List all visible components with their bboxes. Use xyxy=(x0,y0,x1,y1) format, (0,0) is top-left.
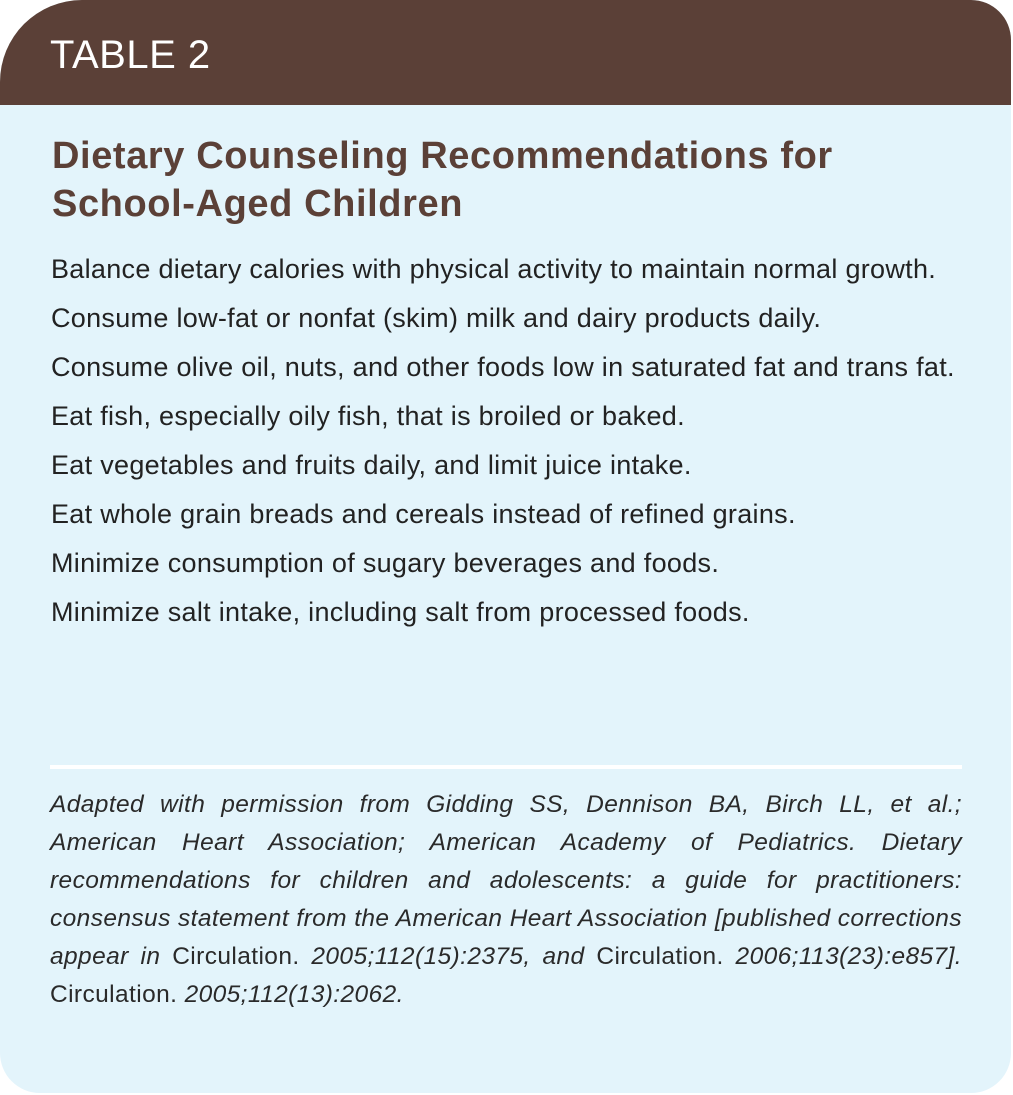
divider xyxy=(50,765,962,769)
recommendation-item: Consume olive oil, nuts, and other foods low in saturated fat and trans fat. xyxy=(51,352,955,382)
journal-name: Circulation. xyxy=(596,943,724,970)
recommendation-item: Eat vegetables and fruits daily, and limit juice intake. xyxy=(51,450,692,480)
citation xyxy=(50,786,962,1014)
recommendation-list xyxy=(51,250,956,642)
citation-text: 2006;113(23):e857]. xyxy=(723,943,962,970)
recommendation-item: Minimize consumption of sugary beverages and foods. xyxy=(51,548,720,578)
citation-text: Adapted with permission from Gidding SS, Dennison BA, Birch LL, et al.; American Heart Association; American Academy of Pediatrics. Dietary recommendations for children and adolescents: a guide for practitioners: consensus statement from the American Heart Association [published corrections appear in xyxy=(50,791,962,970)
table-title: Dietary Counseling Recommendations for School-Aged Children xyxy=(52,135,833,225)
recommendation-item: Consume low-fat or nonfat (skim) milk and dairy products daily. xyxy=(51,303,822,333)
journal-name: Circulation. xyxy=(172,943,300,970)
recommendation-item: Minimize salt intake, including salt from processed foods. xyxy=(51,597,750,627)
recommendation-item: Balance dietary calories with physical activity to maintain normal growth. xyxy=(51,254,937,284)
table-label: TABLE 2 xyxy=(50,33,211,77)
recommendation-item: Eat fish, especially oily fish, that is broiled or baked. xyxy=(51,401,685,431)
journal-name: Circulation. xyxy=(50,981,178,1008)
table-header xyxy=(0,0,1011,105)
citation-text: 2005;112(15):2375, and xyxy=(299,943,597,970)
recommendation-item: Eat whole grain breads and cereals instead of refined grains. xyxy=(51,499,796,529)
citation-text: 2005;112(13):2062. xyxy=(177,981,404,1008)
